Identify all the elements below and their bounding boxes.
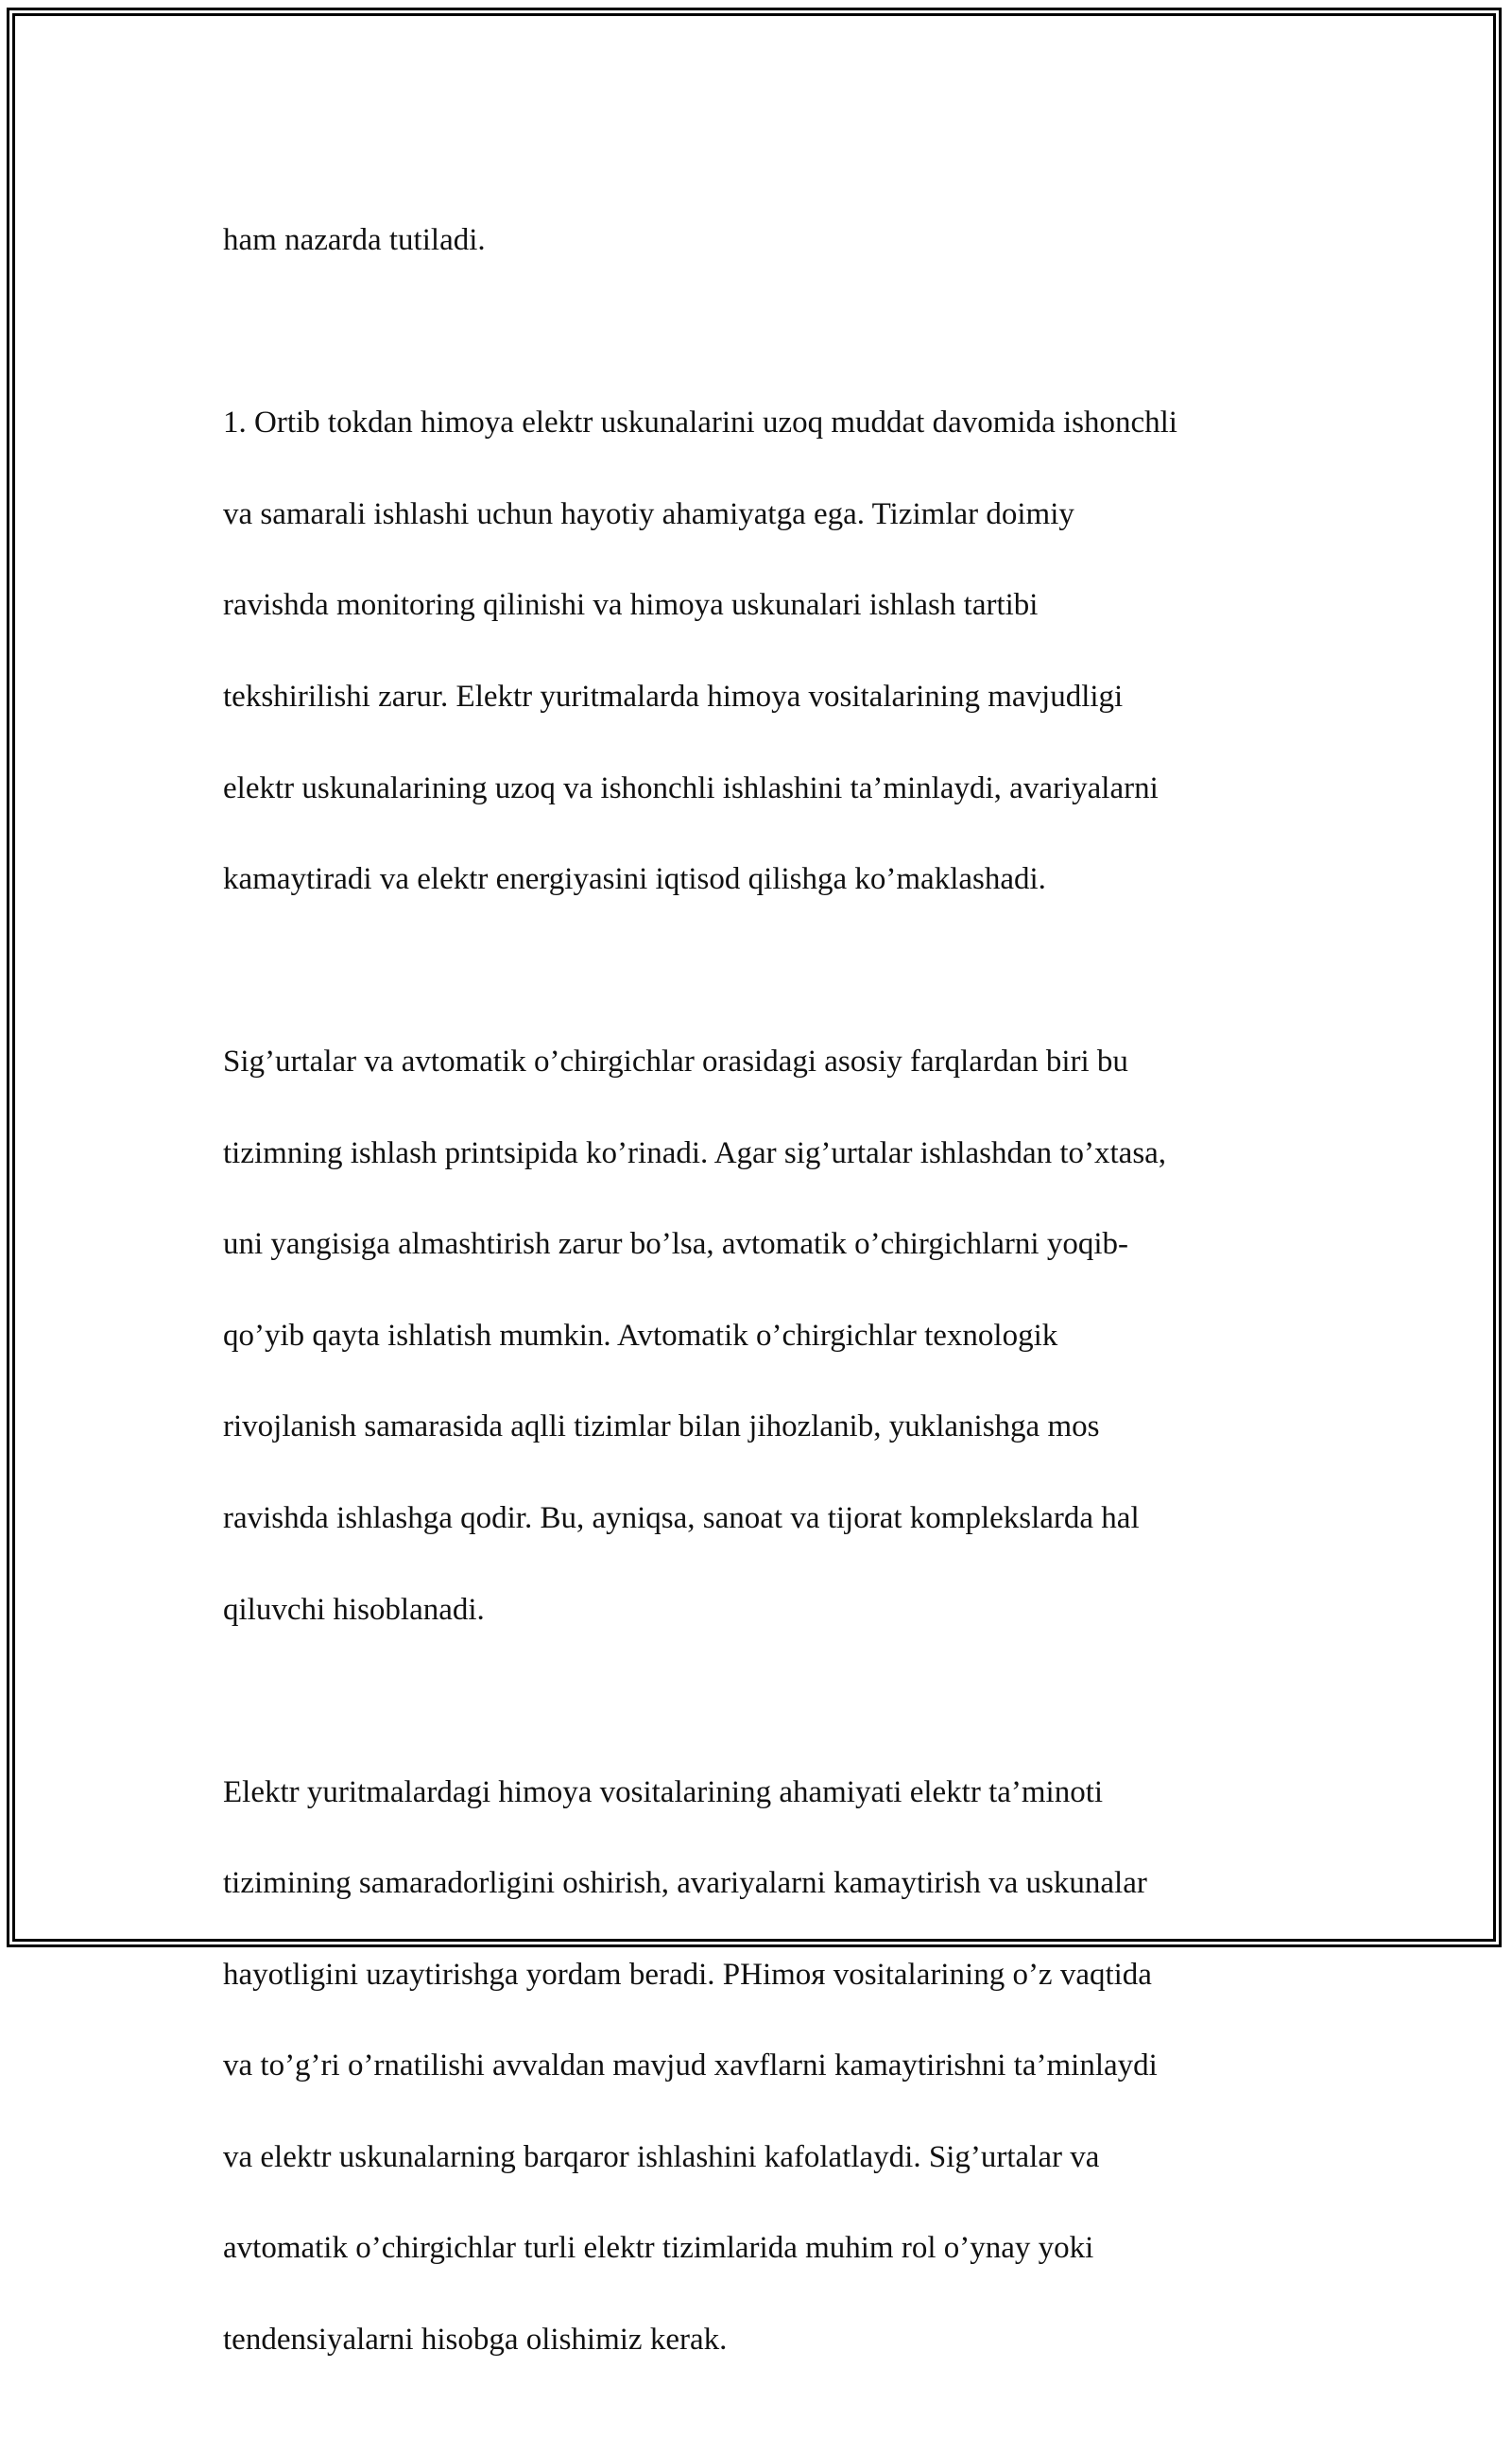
- text-line: va elektr uskunalarning barqaror ishlashini kafolatlaydi. Sig’urtalar va: [223, 2139, 1100, 2174]
- text-line: tizimining samaradorligini oshirish, avariyalarni kamaytirish va uskunalar: [223, 1866, 1147, 1901]
- text-line: tendensiyalarni hisobga olishimiz kerak.: [223, 2323, 728, 2358]
- paragraph-continuation: [223, 172, 1291, 309]
- text-line: ham nazarda tutiladi.: [223, 223, 486, 258]
- text-line: tekshirilishi zarur. Elektr yuritmalarda himoya vositalarining mavjudligi: [223, 679, 1124, 714]
- paragraph-overcurrent-protection: [223, 354, 1291, 948]
- text-line: kamaytiradi va elektr energiyasini iqtisod qilishga ko’maklashadi.: [223, 862, 1046, 897]
- text-line: hayotligini uzaytirishga yordam beradi. PHimoя vositalarining o’z vaqtida: [223, 1957, 1152, 1992]
- paragraph-fuses-vs-breakers: [223, 994, 1291, 1678]
- text-line: avtomatik o’chirgichlar turli elektr tizimlarida muhim rol o’ynay yoki: [223, 2231, 1094, 2266]
- text-line: Sig’urtalar va avtomatik o’chirgichlar orasidagi asosiy farqlardan biri bu: [223, 1045, 1128, 1080]
- paragraph-conclusion: [223, 1723, 1291, 2408]
- text-line: qo’yib qayta ishlatish mumkin. Avtomatik o’chirgichlar texnologik: [223, 1318, 1058, 1353]
- text-line: ravishda ishlashga qodir. Bu, ayniqsa, sanoat va tijorat komplekslarda hal: [223, 1501, 1140, 1536]
- text-line: ravishda monitoring qilinishi va himoya uskunalari ishlash tartibi: [223, 588, 1039, 623]
- text-line: uni yangisiga almashtirish zarur bo’lsa, avtomatik o’chirgichlarni yoqib-: [223, 1227, 1128, 1262]
- text-line: 1. Ortib tokdan himoya elektr uskunalarini uzoq muddat davomida ishonchli: [223, 406, 1177, 441]
- text-line: Elektr yuritmalardagi himoya vositalarining ahamiyati elektr ta’minoti: [223, 1774, 1104, 1809]
- text-line: rivojlanish samarasida aqlli tizimlar bilan jihozlanib, yuklanishga mos: [223, 1409, 1100, 1444]
- text-line: va samarali ishlashi uchun hayotiy ahamiyatga ega. Tizimlar doimiy: [223, 496, 1074, 531]
- text-line: elektr uskunalarining uzoq va ishonchli ishlashini ta’minlaydi, avariyalarni: [223, 770, 1159, 805]
- text-line: tizimning ishlash printsipida ko’rinadi. Agar sig’urtalar ishlashdan to’xtasa,: [223, 1135, 1167, 1170]
- text-line: qiluvchi hisoblanadi.: [223, 1592, 485, 1627]
- document-body: [223, 172, 1291, 2454]
- text-line: va to’g’ri o’rnatilishi avvaldan mavjud xavflarni kamaytirishni ta’minlaydi: [223, 2048, 1158, 2083]
